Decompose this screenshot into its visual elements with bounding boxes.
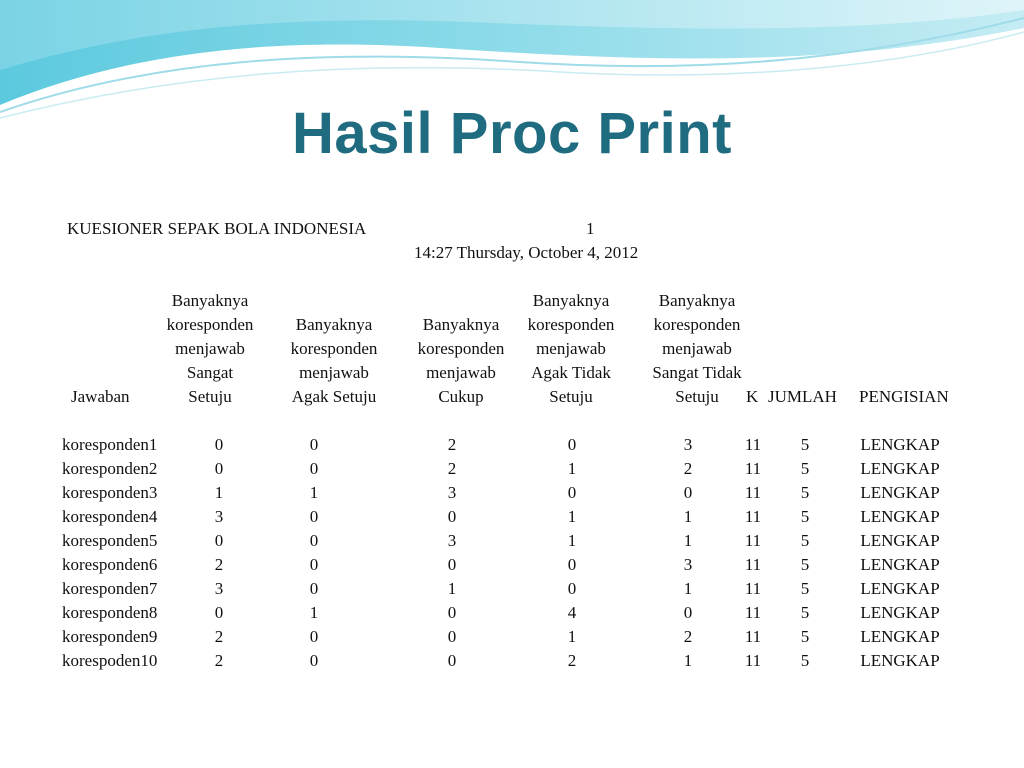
row-cell: 5 (800, 531, 810, 550)
output-timestamp: 14:27 Thursday, October 4, 2012 (414, 243, 639, 262)
column-header-1-line: Setuju (188, 387, 232, 406)
row-cell: 0 (447, 603, 457, 622)
column-header-2-line: Agak Setuju (291, 387, 377, 406)
row-cell: 2 (214, 555, 224, 574)
row-cell: 4 (567, 603, 577, 622)
row-cell: 1 (309, 483, 319, 502)
row-cell: 1 (567, 627, 577, 646)
row-cell: 0 (447, 507, 457, 526)
row-cell: 0 (567, 483, 577, 502)
row-cell: LENGKAP (860, 627, 940, 646)
row-cell: 2 (214, 651, 224, 670)
row-cell: 2 (447, 435, 457, 454)
row-cell: 0 (683, 483, 693, 502)
row-cell: 0 (309, 651, 319, 670)
row-label: koresponden6 (62, 555, 158, 574)
row-cell: 3 (683, 555, 693, 574)
row-cell: 3 (214, 579, 224, 598)
row-cell: 11 (744, 507, 762, 526)
slide-title: Hasil Proc Print (292, 101, 732, 166)
column-header-4-line: menjawab (536, 339, 606, 358)
row-cell: 3 (447, 531, 457, 550)
row-cell: 3 (214, 507, 224, 526)
row-cell: 0 (309, 579, 319, 598)
row-cell: 2 (567, 651, 577, 670)
row-cell: 3 (683, 435, 693, 454)
row-cell: LENGKAP (860, 459, 940, 478)
row-cell: 11 (744, 555, 762, 574)
row-cell: 11 (744, 627, 762, 646)
row-cell: 11 (744, 483, 762, 502)
row-cell: 1 (683, 651, 693, 670)
column-header-3-line: koresponden (417, 339, 505, 358)
column-header-5-line: menjawab (662, 339, 732, 358)
row-cell: 5 (800, 459, 810, 478)
row-cell: 11 (744, 603, 762, 622)
row-cell: 0 (309, 555, 319, 574)
row-cell: 0 (567, 555, 577, 574)
row-cell: LENGKAP (860, 579, 940, 598)
column-header-1-line: menjawab (175, 339, 245, 358)
row-cell: 0 (309, 435, 319, 454)
row-cell: 5 (800, 651, 810, 670)
row-cell: 2 (683, 459, 693, 478)
row-label: koresponden1 (62, 435, 158, 454)
column-header-jumlah: JUMLAH (768, 387, 837, 406)
column-header-5-line: Banyaknya (658, 291, 736, 310)
row-cell: 11 (744, 651, 762, 670)
row-cell: 0 (214, 603, 224, 622)
row-cell: 0 (214, 459, 224, 478)
row-cell: 0 (447, 651, 457, 670)
row-cell: 11 (744, 531, 762, 550)
column-header-5-line: koresponden (653, 315, 741, 334)
row-cell: LENGKAP (860, 651, 940, 670)
row-cell: 1 (214, 483, 224, 502)
row-cell: 5 (800, 579, 810, 598)
row-cell: 0 (309, 531, 319, 550)
row-label: koresponden4 (62, 507, 158, 526)
column-header-2-line: koresponden (290, 339, 378, 358)
row-cell: 2 (214, 627, 224, 646)
column-header-4-line: Agak Tidak (531, 363, 611, 382)
column-header-k: K (746, 387, 759, 406)
row-cell: 1 (683, 531, 693, 550)
row-label: koresponden5 (62, 531, 158, 550)
column-header-1-line: koresponden (166, 315, 254, 334)
row-cell: 0 (567, 579, 577, 598)
row-label: koresponden9 (62, 627, 158, 646)
row-cell: 0 (447, 555, 457, 574)
row-cell: 5 (800, 507, 810, 526)
row-cell: 0 (567, 435, 577, 454)
column-header-5-line: Sangat Tidak (652, 363, 742, 382)
column-header-2-line: menjawab (299, 363, 369, 382)
row-cell: 0 (214, 435, 224, 454)
column-header-3-line: Cukup (438, 387, 484, 406)
row-cell: LENGKAP (860, 483, 940, 502)
row-cell: 1 (567, 531, 577, 550)
column-header-jawaban: Jawaban (71, 387, 130, 406)
column-header-5-line: Setuju (675, 387, 719, 406)
row-cell: 0 (447, 627, 457, 646)
column-header-3-line: menjawab (426, 363, 496, 382)
row-cell: 0 (309, 507, 319, 526)
row-cell: 5 (800, 603, 810, 622)
row-cell: 0 (309, 627, 319, 646)
column-header-4-line: Setuju (549, 387, 593, 406)
row-cell: 1 (447, 579, 457, 598)
row-label: koresponden3 (62, 483, 158, 502)
row-cell: 1 (567, 459, 577, 478)
column-header-pengisian: PENGISIAN (859, 387, 949, 406)
row-cell: LENGKAP (860, 555, 940, 574)
row-cell: 1 (309, 603, 319, 622)
row-cell: 2 (683, 627, 693, 646)
row-cell: 11 (744, 435, 762, 454)
column-header-3-line: Banyaknya (422, 315, 500, 334)
row-cell: 11 (744, 459, 762, 478)
row-cell: 5 (800, 627, 810, 646)
row-cell: LENGKAP (860, 507, 940, 526)
row-cell: 11 (744, 579, 762, 598)
row-cell: 5 (800, 435, 810, 454)
output-heading: KUESIONER SEPAK BOLA INDONESIA (67, 219, 367, 238)
column-header-4-line: koresponden (527, 315, 615, 334)
row-cell: 2 (447, 459, 457, 478)
column-header-2-line: Banyaknya (295, 315, 373, 334)
column-header-1-line: Sangat (186, 363, 234, 382)
row-cell: LENGKAP (860, 531, 940, 550)
row-cell: 5 (800, 555, 810, 574)
row-label: koresponden8 (62, 603, 158, 622)
row-cell: 5 (800, 483, 810, 502)
row-cell: 0 (309, 459, 319, 478)
row-cell: LENGKAP (860, 435, 940, 454)
row-cell: LENGKAP (860, 603, 940, 622)
row-cell: 1 (683, 579, 693, 598)
row-cell: 0 (683, 603, 693, 622)
row-cell: 1 (683, 507, 693, 526)
row-cell: 0 (214, 531, 224, 550)
column-header-1-line: Banyaknya (171, 291, 249, 310)
row-label: koresponden2 (62, 459, 158, 478)
row-label: koresponden7 (62, 579, 158, 598)
row-cell: 3 (447, 483, 457, 502)
row-label: korespoden10 (62, 651, 158, 670)
page-number: 1 (586, 219, 595, 238)
row-cell: 1 (567, 507, 577, 526)
column-header-4-line: Banyaknya (532, 291, 610, 310)
